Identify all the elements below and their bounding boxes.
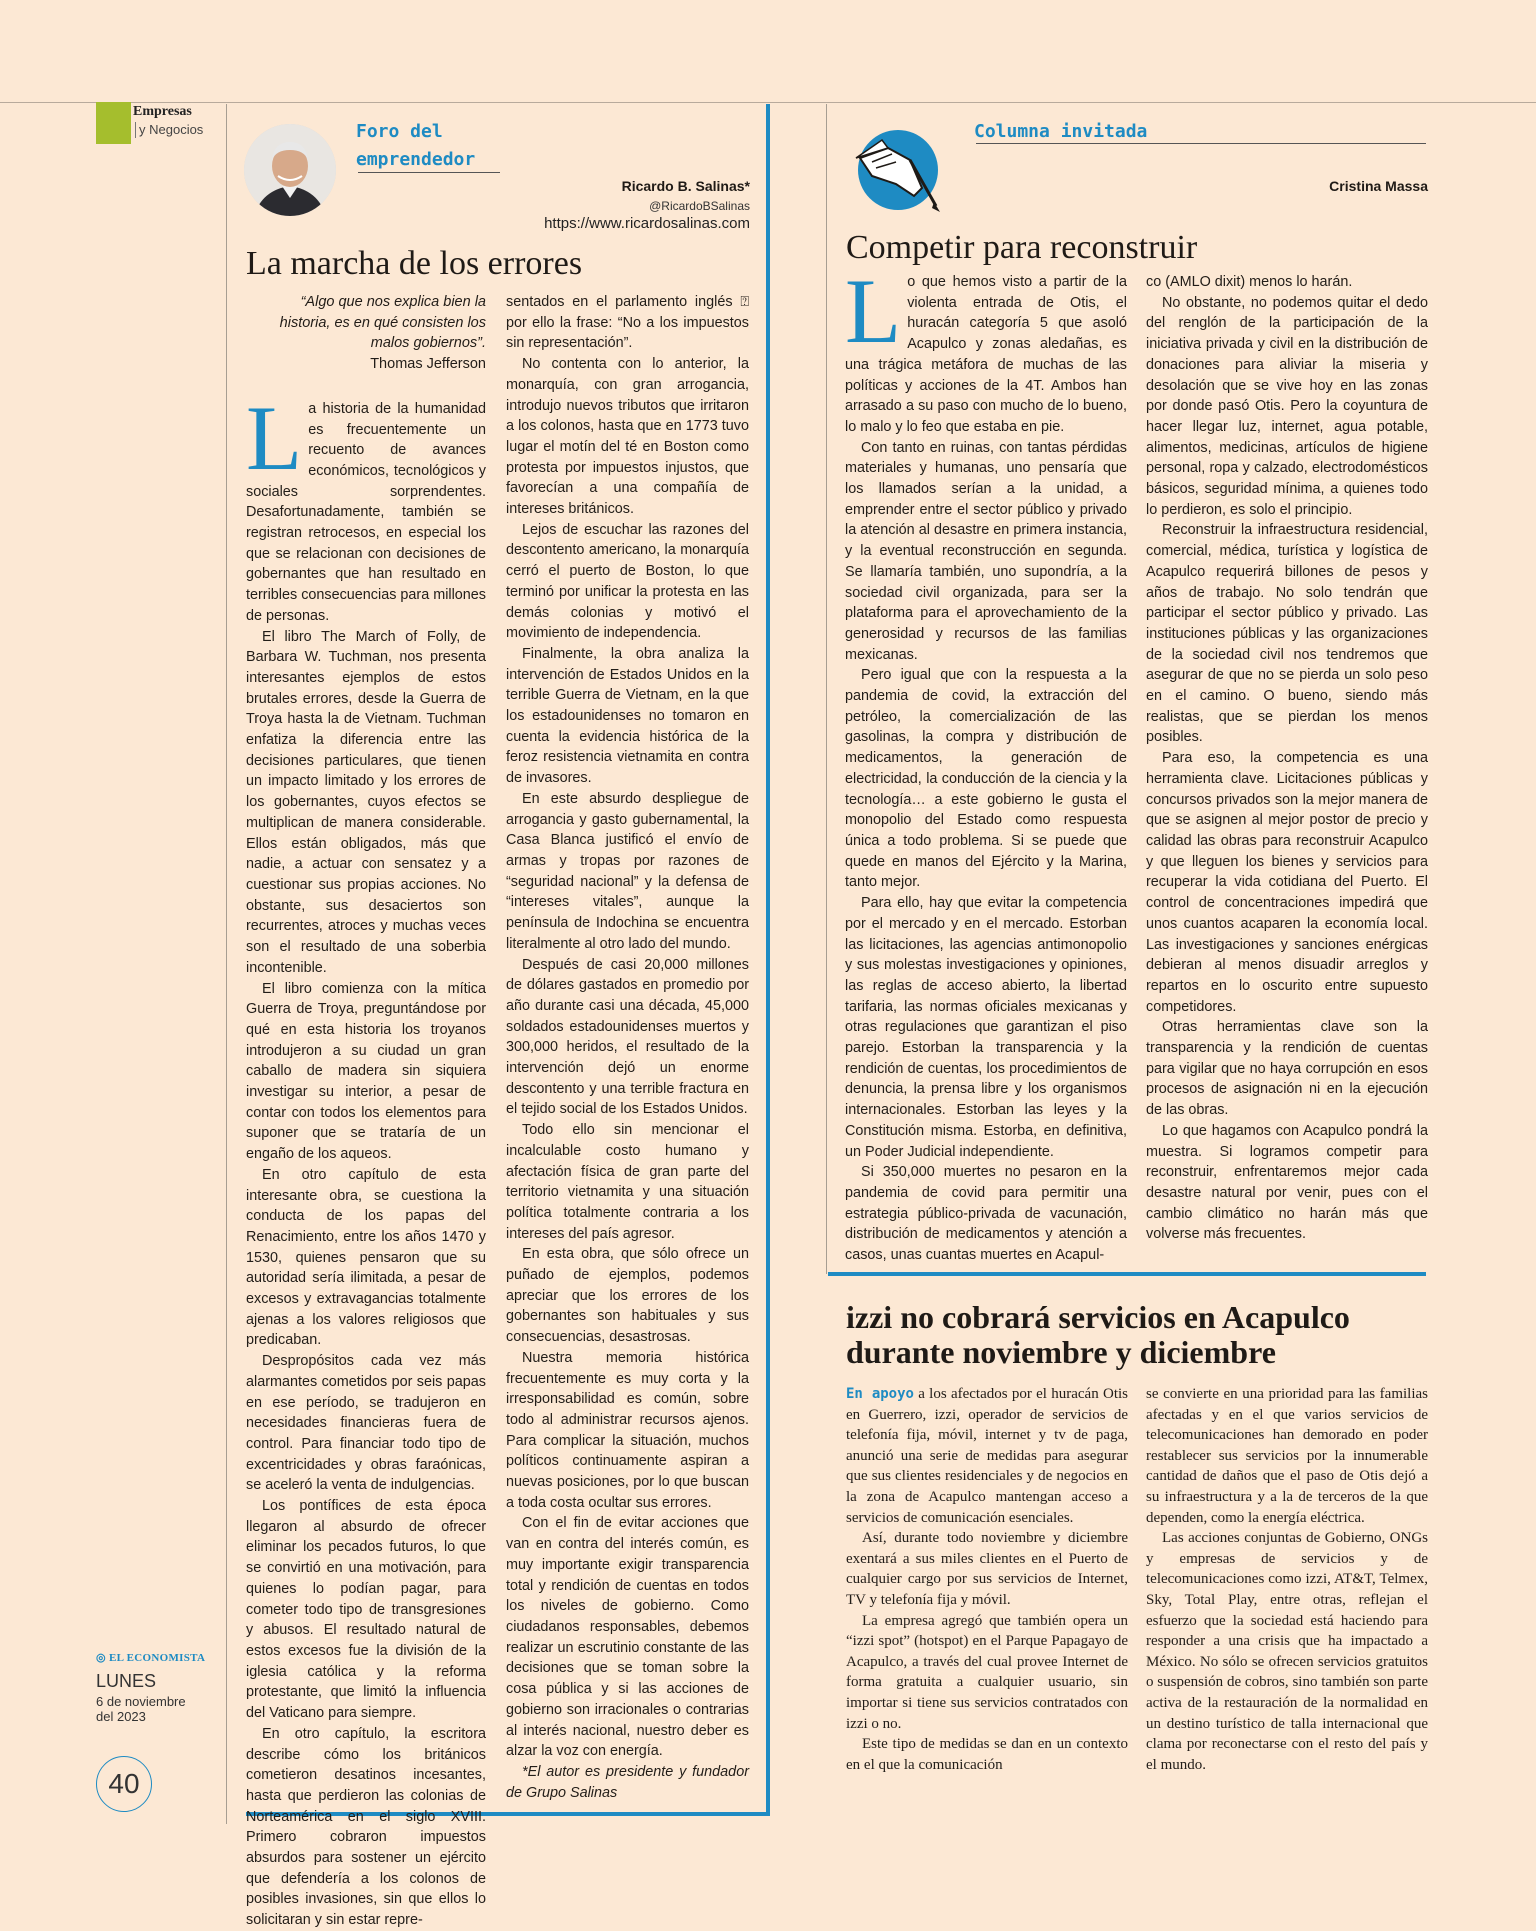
paragraph: Para ello, hay que evitar la competencia por el mercado y en el mercado. Estorban las licitaciones, las agencias antimonopolio y sus molestas investigaciones y opiniones, las reglas de acceso abierto, la libertad tarifaria, las normas oficiales mexicanas y otras regulaciones que garantizan el piso parejo. Estorban la transparencia y la rendición de cuentas, los procedimientos de denuncia, la prensa libre y los organismos internacionales. Estorban las leyes y la Constitución misma. Estorba, en definitiva, un Poder Judicial independiente. (845, 895, 1127, 1160)
drop-cap: L (845, 260, 902, 362)
page-number: 40 (96, 1756, 152, 1812)
news-headline (846, 1300, 1350, 1370)
article-headline: Competir para reconstruir (846, 229, 1198, 266)
news-column-2 (1146, 1384, 1428, 1824)
paragraph: Los pontífices de esta época llegaron al absurdo de ofrecer eliminar los pecados futuros, lo que se convirtió en una motivación, para quienes lo podían pagar, para cometer todo tipo de transgresiones y abusos. El resultado natural de estos excesos fue la división de la iglesia católica y la reforma protestante, que limitó la influencia del Vaticano para siempre. (246, 1498, 486, 1722)
pen-hand-icon (852, 118, 944, 218)
author-handle: @RicardoBSalinas (649, 199, 750, 213)
news-headline-line2: durante noviembre y diciembre (846, 1334, 1276, 1370)
issue-date-line2: del 2023 (96, 1709, 146, 1724)
paragraph: Con tanto en ruinas, con tantas pérdidas materiales y humanas, uno pensaría que los llamados serían a la unidad, a emprender entre el sector público y privado la atención al desastre en primera instancia, y la eventual reconstrucción en segunda. Se llamaría también, uno supondría, a la sociedad civil organizada, para ser la plataforma para el aprovechamiento de la generosidad y recursos de las familias mexicanas. (845, 439, 1127, 663)
author-photo (244, 124, 336, 216)
kicker-underline (358, 172, 500, 173)
paragraph: se convierte en una prioridad para las familias afectadas y en el que varios servicios de telecomunicaciones han demorado en poder restablecer sus servicios por la innumerable cantidad de daños que el paso de Otis dejó a su infraestructura y a la de terceros de la que dependen, como la energía eléctrica. (1146, 1386, 1428, 1526)
paragraph: Así, durante todo noviembre y diciembre exentará a sus miles clientes en el Puerto de cualquier cargo por sus servicios de Internet, TV y telefonía fija y móvil. (846, 1530, 1128, 1608)
paragraph: Para eso, la competencia es una herramienta clave. Licitaciones públicas y concursos privados son la mejor manera de que se asignen al mejor postor de precio y calidad las obras para reconstruir Acapulco y que lleguen los bienes y servicios para recuperar la vida cotidiana del Puerto. El control de concentraciones impedirá que unos cuantos acaparen la economía local. Las investigaciones y sanciones enérgicas debieran al menos disuadir arreglos y repartos en lo oscurito entre supuesto competidores. (1146, 750, 1428, 1015)
epigraph-quote: “Algo que nos explica bien la historia, es en qué consisten los malos gobiernos”. (279, 294, 486, 352)
paragraph: En otro capítulo de esta interesante obra, se cuestiona la conducta de los papas del Renacimiento, entre los años 1470 y 1530, quienes pensaron que su autoridad sería ilimitada, a pesar de excesos y extravagancias totalmente ajenas a los valores religiosos que predicaban. (246, 1166, 486, 1349)
news-column-1 (846, 1384, 1128, 1824)
left-margin-rule (226, 104, 227, 1824)
section-subtitle: y Negocios (135, 122, 203, 138)
paragraph: Reconstruir la infraestructura residencial, comercial, médica, turística y logística de Acapulco requerirá billones de pesos y años de trabajo. No solo tendrán que participar el sector público y privado. Las instituciones públicas y las organizaciones de la sociedad civil nos tendremos que asegurar de que no se pierda un solo peso en el camino. O bueno, siendo más realistas, que se pierdan los menos posibles. (1146, 522, 1428, 746)
paragraph: Lejos de escuchar las razones del descontento americano, la monarquía cerró el puerto de Boston, lo que terminó por unificar la protesta en las demás colonias y motivó el movimiento de independencia. (506, 521, 749, 642)
paragraph: o que hemos visto a partir de la violenta entrada de Otis, el huracán categoría 5 que asoló Acapulco y zonas aledañas, es una trágica metáfora de muchas de las políticas y acciones de la 4T. Ambos han arrasado a su paso con mucho de lo bueno, lo malo y lo feo que estaba en pie. (845, 274, 1127, 435)
article-column-1 (246, 292, 486, 1929)
paragraph: Con el fin de evitar acciones que van en contra del interés común, es muy importante exigir transparencia total y rendición de cuentas en todos los niveles de gobierno. Como ciudadanos responsables, debemos realizar un escrutinio constante de las decisiones que se toman sobre la cosa pública y si las acciones de gobierno son irracionales o contrarias al interés nacional, nuestro deber es alzar la voz con energía. (506, 1515, 749, 1760)
paragraph: Después de casi 20,000 millones de dólares gastados en promedio por año durante casi una década, 45,000 soldados estadounidenses muertos y 300,000 heridos, el resultado de la intervención dejó un enorme descontento y una terrible fractura en el tejido social de los Estados Unidos. (506, 956, 749, 1118)
author-name: Ricardo B. Salinas* (621, 178, 750, 194)
newspaper-brand: ◎ EL ECONOMISTA (96, 1652, 206, 1664)
section-color-block (96, 102, 131, 144)
paragraph: Finalmente, la obra analiza la intervención de Estados Unidos en la terrible Guerra de Vietnam, en la que los estadounidenses no tomaron en cuenta la evidencia histórica de la feroz resistencia vietnamita en contra de invasores. (506, 645, 749, 787)
paragraph: Nuestra memoria histórica frecuentemente es muy corta y la irresponsabilidad es común, sobre todo al administrar recursos ajenos. Para complicar la situación, muchos políticos continuamente aspiran a nuevas posiciones, por lo que buscan a toda costa ocultar sus errores. (506, 1349, 749, 1511)
paragraph: a historia de la humanidad es frecuentemente un recuento de avances económicos, tecnológicos y sociales sorprendentes. Desafortunadamente, también se registran retrocesos, en especial los que se relacionan con decisiones de gobernantes que han resultado en terribles consecuencias para millones de personas. (246, 400, 486, 624)
top-rule (0, 102, 1536, 103)
author-footnote: *El autor es presidente y fundador de Grupo Salinas (506, 1763, 749, 1801)
column-kicker-line1: Foro del (356, 121, 443, 142)
paragraph: En otro capítulo, la escritora describe cómo los británicos cometieron desatinos incesantes, hasta que perdieron las colonias de Norteamérica en el siglo XVIII. Primero cobraron impuestos absurdos para sostener un ejército que defendería a los colonos de posibles invasiones, sin que ellos lo solicitaran y sin estar repre- (246, 1725, 486, 1929)
paragraph: Si 350,000 muertes no pesaron en la pandemia de covid para permitir una estrategia público-privada de vacunación, distribución de medicamentos y atención a casos, unas cuantas muertes en Acapul- (845, 1164, 1127, 1264)
right-block-rule (826, 104, 827, 1274)
article-column-2 (506, 292, 749, 1802)
article-column-2 (1146, 272, 1428, 1267)
issue-date-line1: 6 de noviembre (96, 1694, 186, 1709)
paragraph: Pero igual que con la respuesta a la pandemia de covid, la extracción del petróleo, la comercialización de las gasolinas, la compra y distribución de medicamentos, la generación de electricidad, la conducción de la ciencia y la tecnología… a este gobierno le gusta el monopolio del Estado como respuesta única a todo problema. Si se puede que quede en manos del Ejército y la Marina, tanto mejor. (845, 667, 1127, 891)
issue-date (96, 1694, 186, 1724)
epigraph-author: Thomas Jefferson (370, 356, 486, 373)
article-column-1 (845, 260, 1127, 1267)
paragraph: Este tipo de medidas se dan en un contexto en el que la comunicación (846, 1736, 1128, 1773)
paragraph: a los afectados por el huracán Otis en Guerrero, izzi, operador de servicios de telefonía fija, móvil, internet y tv de paga, anunció una serie de medidas para asegurar que sus clientes residenciales y de negocios en la zona de Acapulco mantengan acceso a servicios de comunicación esenciales. (846, 1386, 1128, 1526)
left-article-blue-rule (766, 104, 770, 1816)
paragraph: No contenta con lo anterior, la monarquía, con gran arrogancia, introdujo nuevos tributos que irritaron a los colonos, hasta que en 1773 tuvo lugar el motín del té en Boston como protesta por impuestos injustos, que favorecían a una compañía de intereses británicos. (506, 356, 749, 518)
paragraph: El libro The March of Folly, de Barbara W. Tuchman, nos presenta interesantes ejemplos de estos brutales errores, desde la Guerra de Troya hasta la de Vietnam. Tuchman enfatiza la diferencia entre las decisiones particulares, que tienen un impacto limitado y los errores de los gobernantes, cuyos efectos se multiplican de manera considerable. Ellos están obligados, más que nadie, a actuar con sensatez y a cuestionar sus propias acciones. No obstante, sus desaciertos son recurrentes, atroces y muchas veces son el resultado de una soberbia incontenible. (246, 628, 486, 976)
paragraph: Lo que hagamos con Acapulco pondrá la muestra. Si logramos competir para reconstruir, enfrentaremos mejor cada desastre natural por venir, pues con el cambio climático no harán más que volverse más frecuentes. (1146, 1122, 1428, 1243)
paragraph: En esta obra, que sólo ofrece un puñado de ejemplos, podemos apreciar que los errores de los gobernantes son habituales y sus consecuencias, desastrosas. (506, 1246, 749, 1346)
paragraph: Despropósitos cada vez más alarmantes cometidos por seis papas en ese período, se tradujeron en necesidades financieras fuera de control. Para financiar todo tipo de excentricidades y obras faraónicas, se aceleró la venta de indulgencias. (246, 1353, 486, 1494)
issue-day: LUNES (96, 1671, 157, 1691)
column-kicker-line2: emprendedor (356, 149, 476, 170)
article-headline: La marcha de los errores (246, 245, 583, 282)
author-website-link[interactable]: https://www.ricardosalinas.com (544, 215, 750, 232)
paragraph: En este absurdo despliegue de arrogancia y gasto gubernamental, la Casa Blanca justificó el envío de armas y tropas por razones de “seguridad nacional” y la defensa de “intereses vitales”, aunque la península de Indochina se encuentra literalmente al otro lado del mundo. (506, 790, 749, 952)
paragraph: sentados en el parlamento inglés ⍰ por ello la frase: “No a los impuestos sin representación”. (506, 294, 749, 352)
paragraph: Otras herramientas clave son la transparencia y la rendición de cuentas para vigilar que no haya corrupción en esos procesos de asignación ni en la ejecución de las obras. (1146, 1019, 1428, 1119)
paragraph: Todo ello sin mencionar el incalculable costo humano y afectación física de gran parte del territorio vietnamita y una situación política totalmente contraria a los intereses del país agresor. (506, 1122, 749, 1242)
paragraph: No obstante, no podemos quitar el dedo del renglón de la participación de la iniciativa privada y civil en la distribución de donaciones para aliviar la miseria y desolación que se vive hoy en las zonas por donde pasó Otis. Pero la coyuntura de hacer llegar luz, internet, agua potable, alimentos, medicinas, artículos de higiene personal, ropa y calzado, electrodomésticos básicos, seguridad mínima, a quienes todo lo perdieron, es solo el principio. (1146, 294, 1428, 518)
column-kicker: Columna invitada (974, 121, 1148, 142)
right-article-bottom-rule (828, 1272, 1426, 1276)
lead-in: En apoyo (846, 1386, 914, 1402)
paragraph: co (AMLO dixit) menos lo harán. (1146, 274, 1353, 290)
drop-cap: L (246, 386, 303, 489)
column-kicker (356, 118, 475, 174)
section-title: Empresas (133, 104, 192, 119)
news-headline-line1: izzi no cobrará servicios en Acapulco (846, 1299, 1350, 1335)
kicker-underline (976, 143, 1426, 144)
paragraph: El libro comienza con la mítica Guerra de Troya, preguntándose por qué en esta historia los troyanos introdujeron a su ciudad un gran caballo de madera sin siquiera investigar su interior, a pesar de contar con todos los elementos para suponer que se trataría de un engaño de los aqueos. (246, 980, 486, 1163)
paragraph: La empresa agregó que también opera un “izzi spot” (hotspot) en el Parque Papagayo de Acapulco, a través del cual provee Internet de forma gratuita a cualquier usuario, sin importar si tiene sus servicios contratados con izzi o no. (846, 1612, 1128, 1732)
paragraph: Las acciones conjuntas de Gobierno, ONGs y empresas de servicios y de telecomunicaciones como izzi, AT&T, Telmex, Sky, Total Play, entre otras, reflejan el esfuerzo que la sociedad está haciendo para responder a una crisis que ha impactado a México. No sólo se ofrecen servicios gratuitos o suspensión de cobros, sino también son parte activa de la restauración de la normalidad en un destino turístico de talla internacional que clama por reconectarse con el resto del país y el mundo. (1146, 1530, 1428, 1773)
author-name: Cristina Massa (1329, 178, 1428, 194)
